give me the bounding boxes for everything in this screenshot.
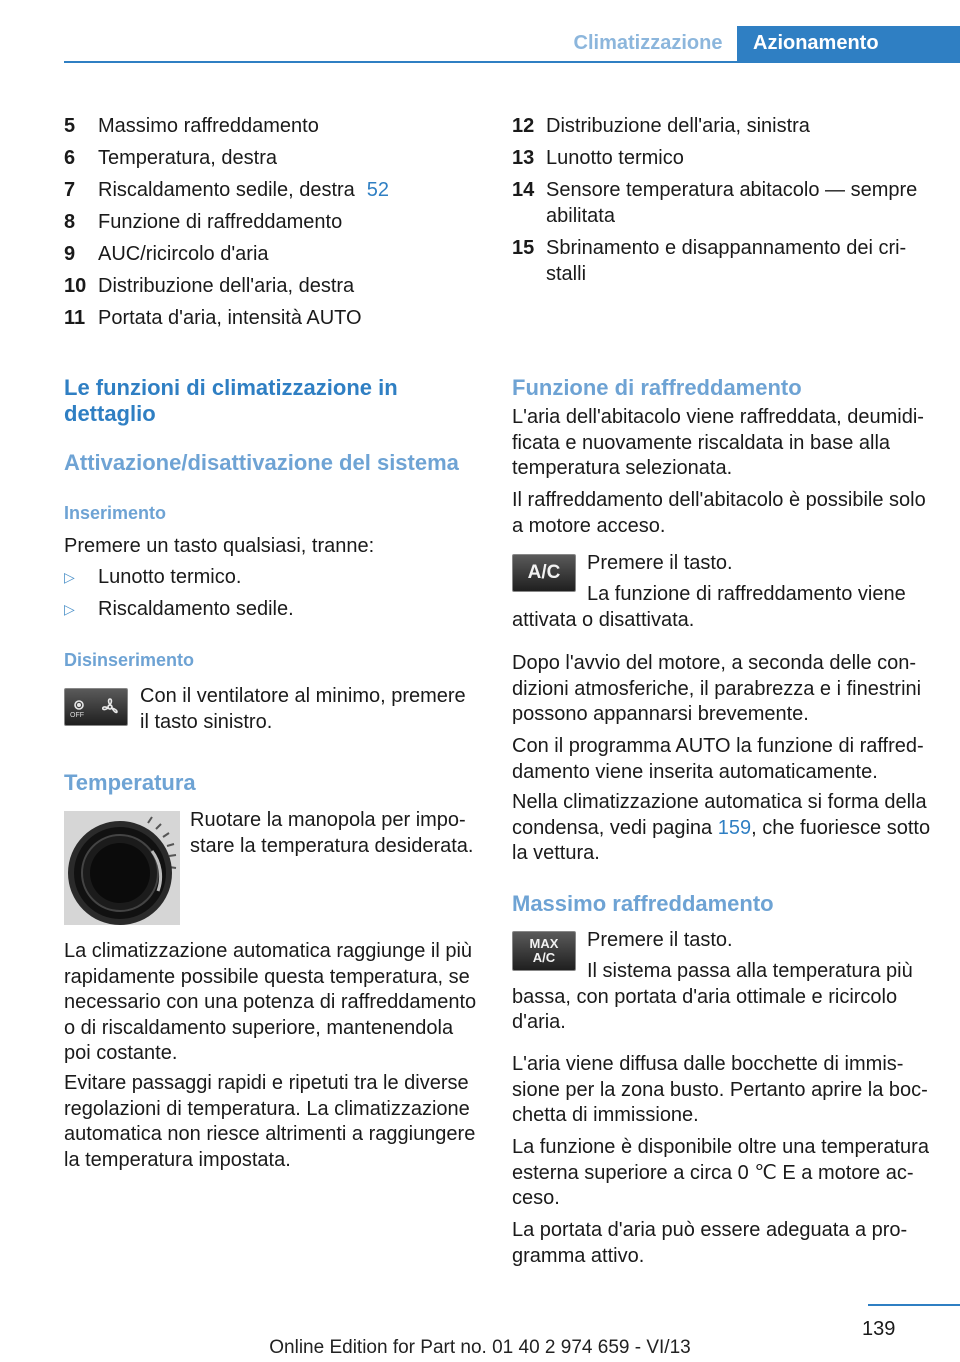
max-label: MAX	[529, 936, 559, 951]
legend-text-label: Riscaldamento sedile, destra	[98, 179, 355, 201]
legend-number: 9	[64, 243, 76, 265]
cool-paragraph-5	[512, 790, 932, 867]
legend-text	[98, 142, 484, 174]
legend-item	[512, 142, 932, 174]
legend-text	[546, 110, 932, 142]
ac-description	[512, 582, 932, 633]
temp-instruction: Ruotare la manopola per impo-stare la temperatura desiderata.	[190, 809, 474, 857]
legend-text	[98, 174, 484, 206]
page-number: 139	[862, 1318, 896, 1340]
bullet-item	[64, 564, 484, 590]
legend-text	[98, 110, 484, 142]
footer-edition: Online Edition for Part no. 01 40 2 974 659 - VI/13	[269, 1337, 691, 1358]
legend-text-label: Funzione di raffreddamento	[98, 211, 343, 233]
bullet-item	[64, 596, 484, 622]
legend-item	[64, 302, 484, 334]
legend-number: 14	[512, 179, 535, 201]
triangle-bullet-icon: ▷	[64, 569, 75, 585]
legend-text-label: Portata d'aria, intensità AUTO	[98, 307, 362, 329]
triangle-bullet-icon: ▷	[64, 601, 75, 617]
legend-text	[98, 302, 484, 334]
page-number-rule	[868, 1304, 960, 1306]
cool-paragraph-5-b: , che fuoriesce sotto la vettura.	[512, 816, 931, 864]
legend-text-label: Distribuzione dell'aria, sinistra	[546, 115, 810, 137]
heading-temperature: Temperatura	[64, 770, 196, 795]
bullet-text: Riscaldamento sedile.	[98, 598, 294, 620]
off-label: OFF	[70, 712, 84, 719]
legend-item	[64, 238, 484, 270]
legend-number: 5	[64, 115, 76, 137]
ac-button-image: A/C	[512, 554, 576, 592]
ac-label: A/C	[532, 950, 556, 965]
legend-item	[64, 110, 484, 142]
legend-number: 8	[64, 211, 76, 233]
subheading-on: Inserimento	[64, 503, 167, 523]
legend-text-label: Lunotto termico	[546, 147, 684, 169]
legend-list-left	[64, 110, 484, 334]
max-description-text: Il sistema passa alla temperatura più bassa, con portata d'aria ottimale e ricircolo d'aria.	[512, 960, 913, 1033]
legend-item	[512, 232, 932, 290]
legend-number: 11	[64, 307, 86, 329]
legend-text-label: Massimo raffreddamento	[98, 115, 319, 137]
header-rule	[64, 61, 960, 63]
cool-paragraph-2: Il raffreddamento dell'abitacolo è possibile solo a motore acceso.	[512, 489, 926, 537]
heading-activation: Attivazione/disattivazione del sistema	[64, 450, 459, 475]
subheading-off: Disinserimento	[64, 650, 195, 670]
legend-number: 7	[64, 179, 76, 201]
legend-text-label: Sensore temperatura abitacolo — sempre abilitata	[546, 179, 918, 227]
on-text: Premere un tasto qualsiasi, tranne:	[64, 535, 375, 557]
legend-item	[64, 174, 484, 206]
section-heading-details: Le funzioni di climatizzazione in dettaglio	[64, 375, 398, 426]
legend-text-label: Temperatura, destra	[98, 147, 277, 169]
legend-text	[546, 174, 932, 232]
legend-number: 15	[512, 237, 535, 259]
bullet-text: Lunotto termico.	[98, 566, 242, 588]
heading-max-cooling: Massimo raffreddamento	[512, 891, 774, 916]
legend-number: 13	[512, 147, 535, 169]
fan-icon	[65, 689, 127, 725]
cool-paragraph-4: Con il programma AUTO la funzione di raffred-damento viene inserita automaticamente.	[512, 735, 924, 783]
legend-item	[512, 110, 932, 142]
legend-number: 10	[64, 275, 87, 297]
temperature-knob-image	[64, 811, 180, 925]
max-paragraph-1: L'aria viene diffusa dalle bocchette di immis-sione per la zona busto. Pertanto aprire la boc-chetta di immissione.	[512, 1053, 928, 1126]
max-paragraph-3: La portata d'aria può essere adeguata a pro-gramma attivo.	[512, 1219, 908, 1267]
ac-description-text: La funzione di raffreddamento viene attivata o disattivata.	[512, 583, 906, 631]
legend-text-label: Sbrinamento e disappannamento dei cri-stalli	[546, 237, 907, 285]
page-ref-link[interactable]: 52	[366, 179, 390, 201]
temp-paragraph-2: Evitare passaggi rapidi e ripetuti tra le diverse regolazioni di temperatura. La climatizzazione automatica non riesce altrimenti a raggiungere la temperatura impostata.	[64, 1072, 476, 1171]
temp-paragraph-1: La climatizzazione automatica raggiunge il più rapidamente possibile questa temperatura, se necessario con una potenza di raffreddamento o di riscaldamento superiore, mantenendola poi costante.	[64, 940, 477, 1064]
legend-text	[546, 142, 932, 174]
legend-number: 12	[512, 115, 535, 137]
legend-item	[64, 270, 484, 302]
cool-paragraph-5-a: Nella climatizzazione automatica si forma della condensa, vedi pagina	[512, 791, 927, 839]
legend-item	[64, 142, 484, 174]
legend-text	[98, 238, 484, 270]
max-description	[512, 959, 932, 1036]
legend-item	[512, 174, 932, 232]
legend-text	[98, 270, 484, 302]
cool-paragraph-1: L'aria dell'abitacolo viene raffreddata, deumidi-ficata e nuovamente riscaldata in base alla temperatura selezionata.	[512, 406, 924, 479]
legend-text	[546, 232, 932, 290]
legend-text	[98, 206, 484, 238]
ac-press-key: Premere il tasto.	[587, 552, 733, 574]
rotary-knob-icon	[64, 811, 180, 925]
legend-item	[64, 206, 484, 238]
legend-text-label: Distribuzione dell'aria, destra	[98, 275, 355, 297]
off-text: Con il ventilatore al minimo, premere il tasto sinistro.	[140, 685, 466, 733]
heading-cooling: Funzione di raffreddamento	[512, 375, 802, 400]
legend-list-right	[512, 110, 932, 290]
max-paragraph-2: La funzione è disponibile oltre una temperatura esterna superiore a circa 0 ℃ E a motore ac-ceso.	[512, 1136, 929, 1209]
page-ref-link[interactable]: 159	[717, 816, 752, 839]
cool-paragraph-3: Dopo l'avvio del motore, a seconda delle con-dizioni atmosferiche, il parabrezza e i finestrini possono appannarsi brevemente.	[512, 652, 922, 725]
header-active-tab[interactable]: Azionamento	[737, 26, 960, 61]
legend-number: 6	[64, 147, 76, 169]
fan-off-button-image	[64, 688, 128, 726]
header-section-tab[interactable]: Climatizzazione	[573, 32, 723, 54]
legend-text-label: AUC/ricircolo d'aria	[98, 243, 269, 265]
max-press-key: Premere il tasto.	[587, 929, 733, 951]
